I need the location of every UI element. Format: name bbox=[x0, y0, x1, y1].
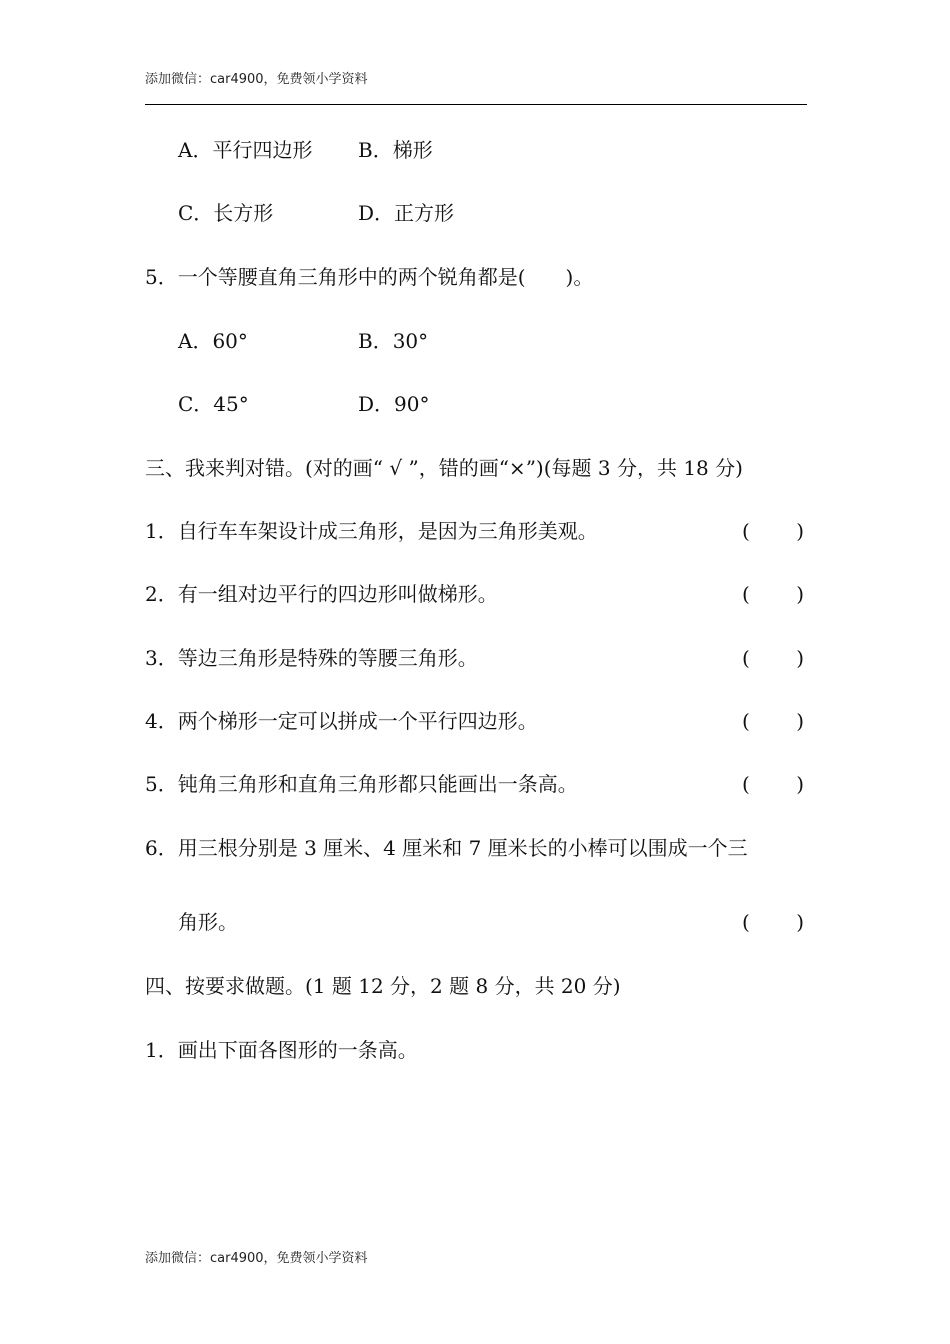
paren-close: ) bbox=[796, 709, 804, 733]
section4-title: 四、按要求做题。(1 题 12 分，2 题 8 分，共 20 分) bbox=[145, 974, 621, 998]
tf-item-6-continued: 角形。 bbox=[178, 910, 238, 934]
footer-watermark: 添加微信：car4900，免费领小学资料 bbox=[145, 1251, 368, 1266]
paren-close: ) bbox=[796, 582, 804, 606]
paren-close: ) bbox=[796, 772, 804, 796]
paren-close: ) bbox=[796, 910, 804, 934]
tf-item-6: 6．用三根分别是 3 厘米、4 厘米和 7 厘米长的小棒可以围成一个三 bbox=[145, 836, 748, 860]
tf-item-4: 4．两个梯形一定可以拼成一个平行四边形。 bbox=[145, 709, 538, 733]
tf-answer-2[interactable] bbox=[742, 581, 804, 607]
paren-close: ) bbox=[796, 646, 804, 670]
q5-question: 5．一个等腰直角三角形中的两个锐角都是( )。 bbox=[145, 265, 594, 289]
tf-item-3: 3．等边三角形是特殊的等腰三角形。 bbox=[145, 646, 478, 670]
q5-option-b: B．30° bbox=[358, 329, 429, 353]
header-rule bbox=[145, 104, 807, 105]
header-watermark: 添加微信：car4900，免费领小学资料 bbox=[145, 72, 368, 87]
tf-answer-5[interactable] bbox=[742, 771, 804, 797]
tf-answer-1[interactable] bbox=[742, 518, 804, 544]
q4-option-a: A．平行四边形 bbox=[178, 138, 313, 162]
paren-close: ) bbox=[796, 519, 804, 543]
q5-option-d: D．90° bbox=[358, 392, 430, 416]
tf-answer-6[interactable] bbox=[742, 909, 804, 935]
paren-open: ( bbox=[742, 646, 750, 670]
paren-open: ( bbox=[742, 910, 750, 934]
paren-open: ( bbox=[742, 709, 750, 733]
paren-open: ( bbox=[742, 772, 750, 796]
paren-open: ( bbox=[742, 519, 750, 543]
paren-open: ( bbox=[742, 582, 750, 606]
q5-option-c: C．45° bbox=[178, 392, 249, 416]
section3-title: 三、我来判对错。(对的画“ √ ”，错的画“×”)(每题 3 分，共 18 分) bbox=[145, 456, 743, 480]
q4-option-b: B．梯形 bbox=[358, 138, 433, 162]
q5-option-a: A．60° bbox=[178, 329, 248, 353]
tf-answer-3[interactable] bbox=[742, 645, 804, 671]
tf-item-2: 2．有一组对边平行的四边形叫做梯形。 bbox=[145, 582, 498, 606]
tf-item-5: 5．钝角三角形和直角三角形都只能画出一条高。 bbox=[145, 772, 578, 796]
q4-option-c: C．长方形 bbox=[178, 201, 274, 225]
q4-option-d: D．正方形 bbox=[358, 201, 455, 225]
tf-item-1: 1．自行车车架设计成三角形，是因为三角形美观。 bbox=[145, 519, 598, 543]
tf-answer-4[interactable] bbox=[742, 708, 804, 734]
section4-item-1: 1．画出下面各图形的一条高。 bbox=[145, 1038, 418, 1062]
